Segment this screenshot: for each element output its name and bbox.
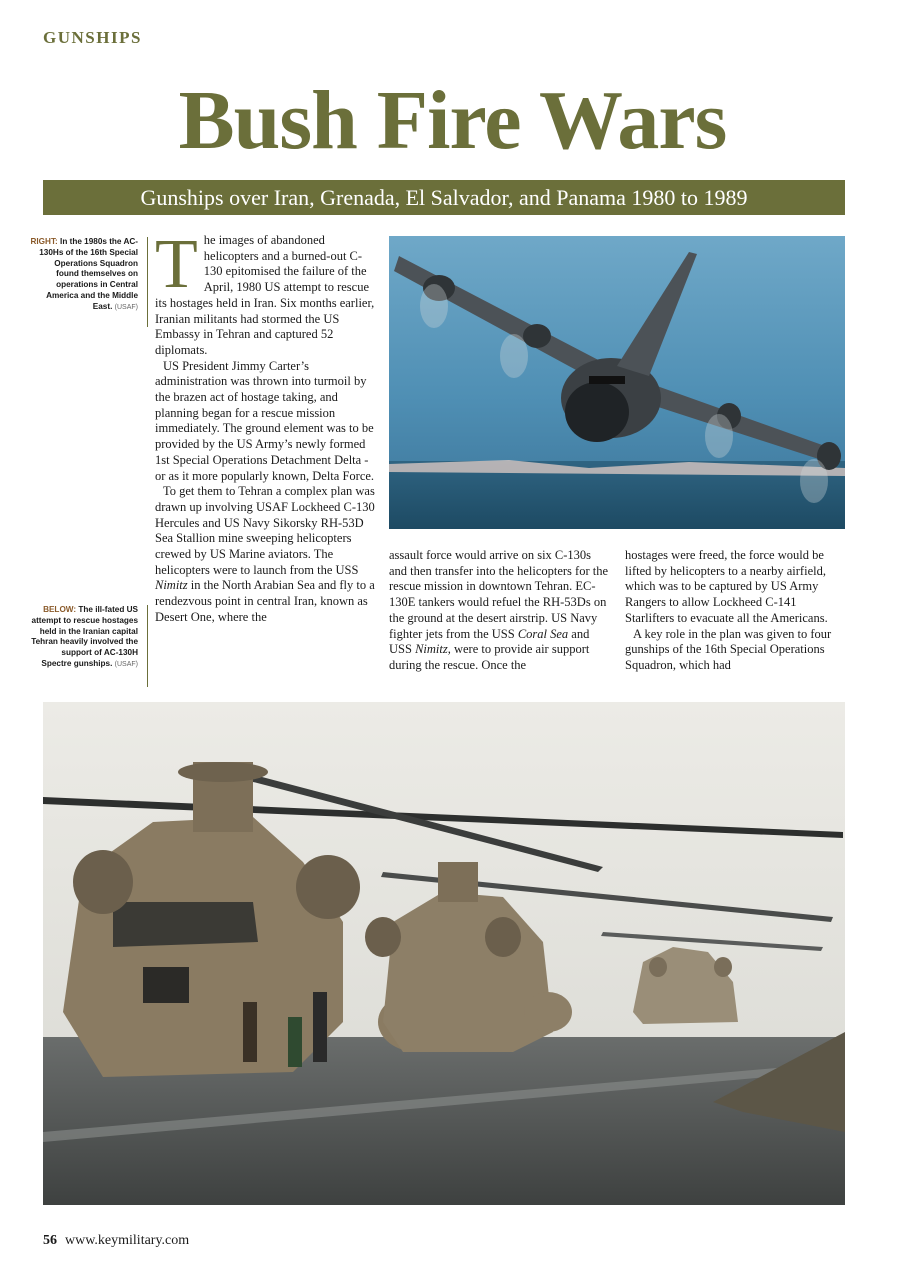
ship-name: Nimitz, (415, 642, 451, 657)
ship-name: Nimitz (155, 578, 188, 593)
caption-bottom-credit: (USAF) (114, 660, 138, 668)
section-label: GUNSHIPS (43, 28, 142, 47)
body-column-1 (155, 226, 375, 626)
caption-top-lead: RIGHT: (30, 237, 58, 246)
body-column-2 (389, 548, 611, 674)
body-paragraph (389, 548, 611, 674)
caption-top-credit: (USAF) (114, 303, 138, 311)
ship-name: Coral Sea (517, 626, 569, 641)
subtitle-bar (43, 180, 845, 215)
caption-bottom (30, 605, 138, 671)
body-text: he images of abandoned helicopters and a burned-out C-130 epitomised the failure of the April, 1980 US attempt to rescue its hostages held in Iran. Six months earlier, Iranian militants had stormed the US Embassy in Tehran and captured 52 diplomats. (155, 233, 375, 357)
footer-website: www.keymilitary.com (65, 1233, 190, 1248)
body-column-3 (625, 548, 845, 674)
body-text: To get them to Tehran a complex plan was drawn up involving USAF Lockheed C-130 Hercules and US Navy Sikorsky RH-53D Sea Stallion mine sweeping helicopters crewed by US Marine aviators. The helicopters were to launch from the USS (155, 484, 375, 577)
caption-divider-bottom (147, 605, 148, 687)
drop-cap: T (155, 226, 198, 303)
body-text: in the North Arabian Sea and fly to a rendezvous point in central Iran, known as Desert One, where the (155, 578, 375, 624)
body-paragraph: A key role in the plan was given to four gunships of the 16th Special Operations Squadron, which had (625, 626, 832, 672)
caption-bottom-lead: BELOW: (43, 605, 77, 614)
rh53d-helicopters-photo (43, 702, 845, 1205)
body-paragraph: US President Jimmy Carter’s administration was thrown into turmoil by the brazen act of hostage taking, and planning began for a rescue mission immediately. The ground element was to be provided by the US Army’s newly formed 1st Special Operations Detachment Delta - or as it more popularly known, Delta Force. (155, 358, 375, 483)
body-text: were to provide air support during the rescue. Once the (389, 642, 590, 672)
caption-bottom-text: The ill-fated US attempt to rescue hostages held in the Iranian capital Tehran heavily involved the support of AC-130H Spectre gunships. (31, 605, 138, 668)
caption-divider-top (147, 237, 148, 327)
page-number: 56 (43, 1233, 57, 1248)
caption-top (30, 237, 138, 314)
body-paragraph: hostages were freed, the force would be lifted by helicopters to a nearby airfield, which was to be captured by US Army Rangers to allow Lockheed C-141 Starlifters to evacuate all the Americans. (625, 548, 828, 625)
body-text: and USS (389, 626, 590, 657)
helicopters-on-deck-illustration (43, 702, 845, 1205)
body-paragraph (155, 484, 375, 625)
subtitle-text: Gunships over Iran, Grenada, El Salvador, and Panama 1980 to 1989 (140, 185, 748, 210)
page-title: Bush Fire Wars (178, 74, 727, 167)
ac130-gunship-photo (389, 236, 845, 529)
page-footer (43, 1233, 189, 1249)
ac130-gunship-illustration (389, 236, 845, 529)
body-text: assault force would arrive on six C-130s and then transfer into the helicopters for the rescue mission in downtown Tehran. EC-130E tankers would refuel the RH-53Ds on the ground at the desert airstrip. US Navy fighter jets from the USS (389, 548, 609, 641)
caption-top-text: In the 1980s the AC-130Hs of the 16th Special Operations Squadron found themselves on operations in Central America and the Middle East. (39, 237, 138, 311)
body-paragraph (155, 226, 375, 359)
